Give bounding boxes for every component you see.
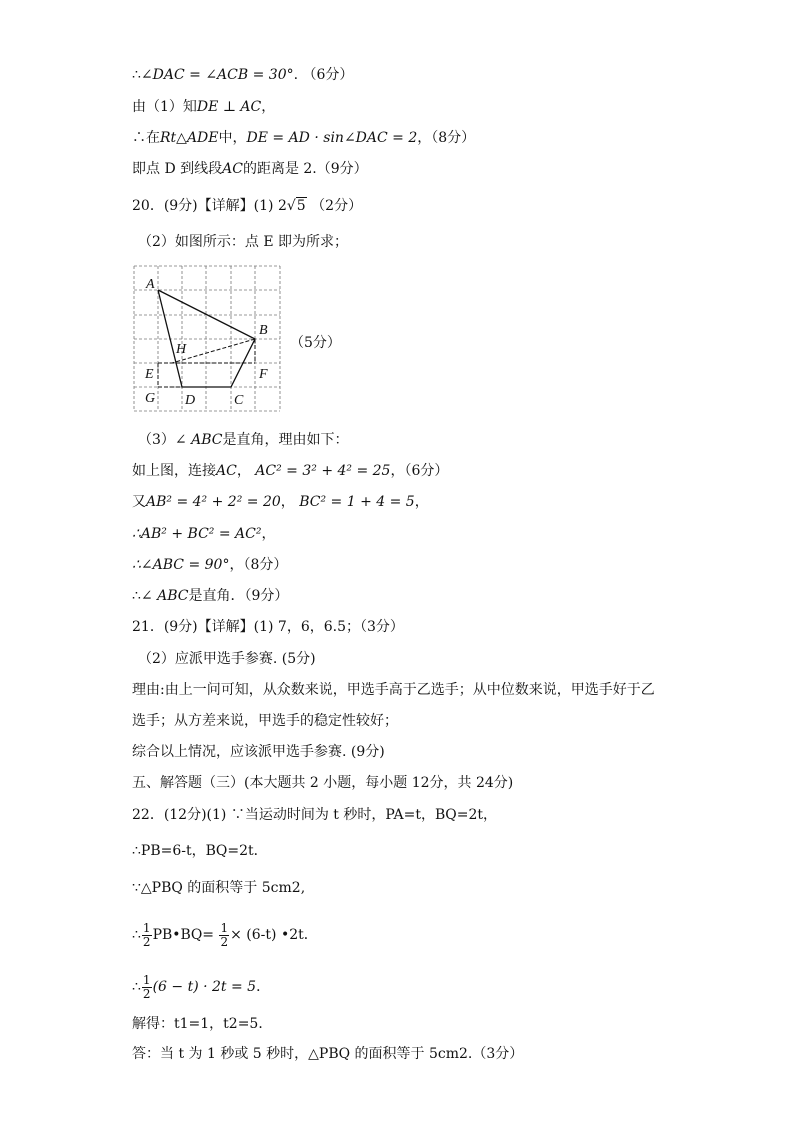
denominator: 2 xyxy=(142,934,151,949)
line-angle-dac xyxy=(132,66,353,84)
text: ∵△PBQ 的面积等于 5cm2, xyxy=(132,880,306,896)
text: 的距离是 2.（9分） xyxy=(242,161,368,177)
grid xyxy=(134,266,280,411)
angle-label: ∠ ABC xyxy=(174,432,223,448)
q20-heading: 20．(9分)【详解】(1) 2√5 （2分） xyxy=(132,198,363,214)
q20-conclusion xyxy=(132,587,288,605)
text: 如上图，连接 xyxy=(132,463,216,479)
text: （3） xyxy=(138,432,175,448)
numerator: 1 xyxy=(142,972,151,987)
q22-line-6 xyxy=(132,1015,272,1033)
text: 解得：t1=1，t2=5． xyxy=(132,1016,273,1032)
angle-equation: ∠DAC = ∠ACB = 30° xyxy=(140,67,294,83)
text: （2）应派甲选手参赛. (5分) xyxy=(138,651,316,667)
q21-heading xyxy=(132,618,404,636)
q22-line-2 xyxy=(132,842,268,860)
q20-part2 xyxy=(138,233,348,251)
quadrilateral-abcd xyxy=(158,290,255,387)
label-c: C xyxy=(234,393,244,408)
text: ， xyxy=(414,494,429,510)
score-text: ，（8分） xyxy=(229,557,288,573)
radicand: 5 xyxy=(296,198,306,214)
segment-label: AC xyxy=(216,463,237,479)
line-de-perp xyxy=(132,98,275,116)
score-text: （2分） xyxy=(311,198,363,214)
geometry-figure xyxy=(128,258,288,418)
text: 答：当 t 为 1 秒或 5 秒时，△PBQ 的面积等于 5cm2.（3分） xyxy=(132,1046,524,1062)
angle-label: ∠ ABC xyxy=(140,588,189,604)
text: ∴PB=6-t，BQ=2t． xyxy=(132,843,268,859)
radical-coefficient: 2 xyxy=(277,198,287,214)
bc-equation: BC² = 1 + 4 = 5 xyxy=(299,494,415,510)
score-text: . （6分） xyxy=(293,67,354,83)
q20-ab-bc-square: 又AB² = 4² + 2² = 20， BC² = 1 + 4 = 5， xyxy=(132,494,429,510)
therefore-symbol: ∴ xyxy=(132,67,141,83)
q20-ac-square: 如上图，连接AC， AC² = 3² + 4² = 25，（6分） xyxy=(132,463,449,479)
line-distance xyxy=(132,160,368,178)
q22-line-1 xyxy=(132,806,497,824)
label-b: B xyxy=(259,323,268,338)
text: 21．(9分)【详解】(1) 7，6，6.5；（3分） xyxy=(132,619,404,635)
therefore-symbol: ∴ xyxy=(132,588,141,604)
label-e: E xyxy=(145,367,154,382)
text: ∴在 xyxy=(132,130,160,146)
text: 20．(9分)【详解】(1) xyxy=(132,198,274,214)
numerator: 1 xyxy=(220,920,229,935)
text: 即点 D 到线段 xyxy=(132,161,223,177)
denominator: 2 xyxy=(142,986,151,1001)
ab-equation: AB² = 4² + 2² = 20 xyxy=(146,494,281,510)
numerator: 1 xyxy=(142,920,151,935)
label-a: A xyxy=(146,277,155,292)
q22-line-5 xyxy=(132,972,270,1002)
rt-label: Rt xyxy=(160,130,177,146)
triangle-label: △ADE xyxy=(176,130,219,146)
fraction-half xyxy=(219,922,229,949)
q22-answer xyxy=(132,1045,523,1063)
denominator: 2 xyxy=(220,934,229,949)
text: 选手；从方差来说，甲选手的稳定性较好； xyxy=(132,713,398,729)
text: 理由:由上一问可知，从众数来说，甲选手高于乙选手；从中位数来说，甲选手好于乙 xyxy=(132,682,655,698)
ac-equation: AC² = 3² + 4² = 25 xyxy=(255,463,391,479)
text: × (6-t) •2t． xyxy=(230,927,318,943)
label-d: D xyxy=(185,393,196,408)
text: ， xyxy=(261,99,276,115)
q22-line-3 xyxy=(132,879,305,897)
angle-equation: ∴∠ABC = 90° xyxy=(132,557,230,573)
label-f: F xyxy=(259,367,268,382)
text: ． xyxy=(256,979,271,995)
label-h: H xyxy=(176,342,187,357)
q20-pythagoras xyxy=(132,525,276,543)
label-g: G xyxy=(145,391,156,406)
section-five-heading xyxy=(132,774,513,792)
text: （2）如图所示：点 E 即为所求； xyxy=(138,234,349,250)
therefore-symbol: ∴ xyxy=(132,979,141,995)
text: 是直角，理由如下： xyxy=(222,432,349,448)
q21-reason-2 xyxy=(132,712,398,730)
text: 又 xyxy=(132,494,146,510)
perp-expression: DE ⊥ AC xyxy=(196,99,262,115)
text: 是直角．（9分） xyxy=(188,588,289,604)
equation: (6 − t) · 2t = 5 xyxy=(152,979,257,995)
text: 中， xyxy=(218,130,247,146)
score-text: ，（6分） xyxy=(390,463,449,479)
segment-label: AC xyxy=(222,161,243,177)
figure-score: （5分） xyxy=(290,335,341,351)
text: 五、解答题（三）(本大题共 2 小题，每小题 12分，共 24分) xyxy=(132,775,514,791)
q22-line-4 xyxy=(132,920,318,950)
q21-reason-3 xyxy=(132,743,385,761)
polygon-edges xyxy=(158,290,255,387)
text: 综合以上情况，应该派甲选手参赛. (9分) xyxy=(132,744,385,760)
sum-equation: ∴AB² + BC² = AC² xyxy=(132,526,262,542)
line-de-length xyxy=(132,129,475,147)
fraction-half xyxy=(142,974,152,1001)
de-equation: DE = AD · sin∠DAC = 2 xyxy=(246,130,418,146)
therefore-symbol: ∴ xyxy=(132,927,141,943)
q21-reason-1 xyxy=(132,681,655,699)
q21-part2 xyxy=(138,650,316,668)
text: PB•BQ= xyxy=(152,927,215,943)
q20-part3 xyxy=(138,431,348,449)
score-text: ，（8分） xyxy=(417,130,476,146)
fraction-half xyxy=(142,922,152,949)
q20-right-angle xyxy=(132,556,287,574)
text: ， xyxy=(261,526,276,542)
text: 22．(12分)(1) ∵当运动时间为 t 秒时，PA=t，BQ=2t， xyxy=(132,807,497,823)
text: 由（1）知 xyxy=(132,99,197,115)
